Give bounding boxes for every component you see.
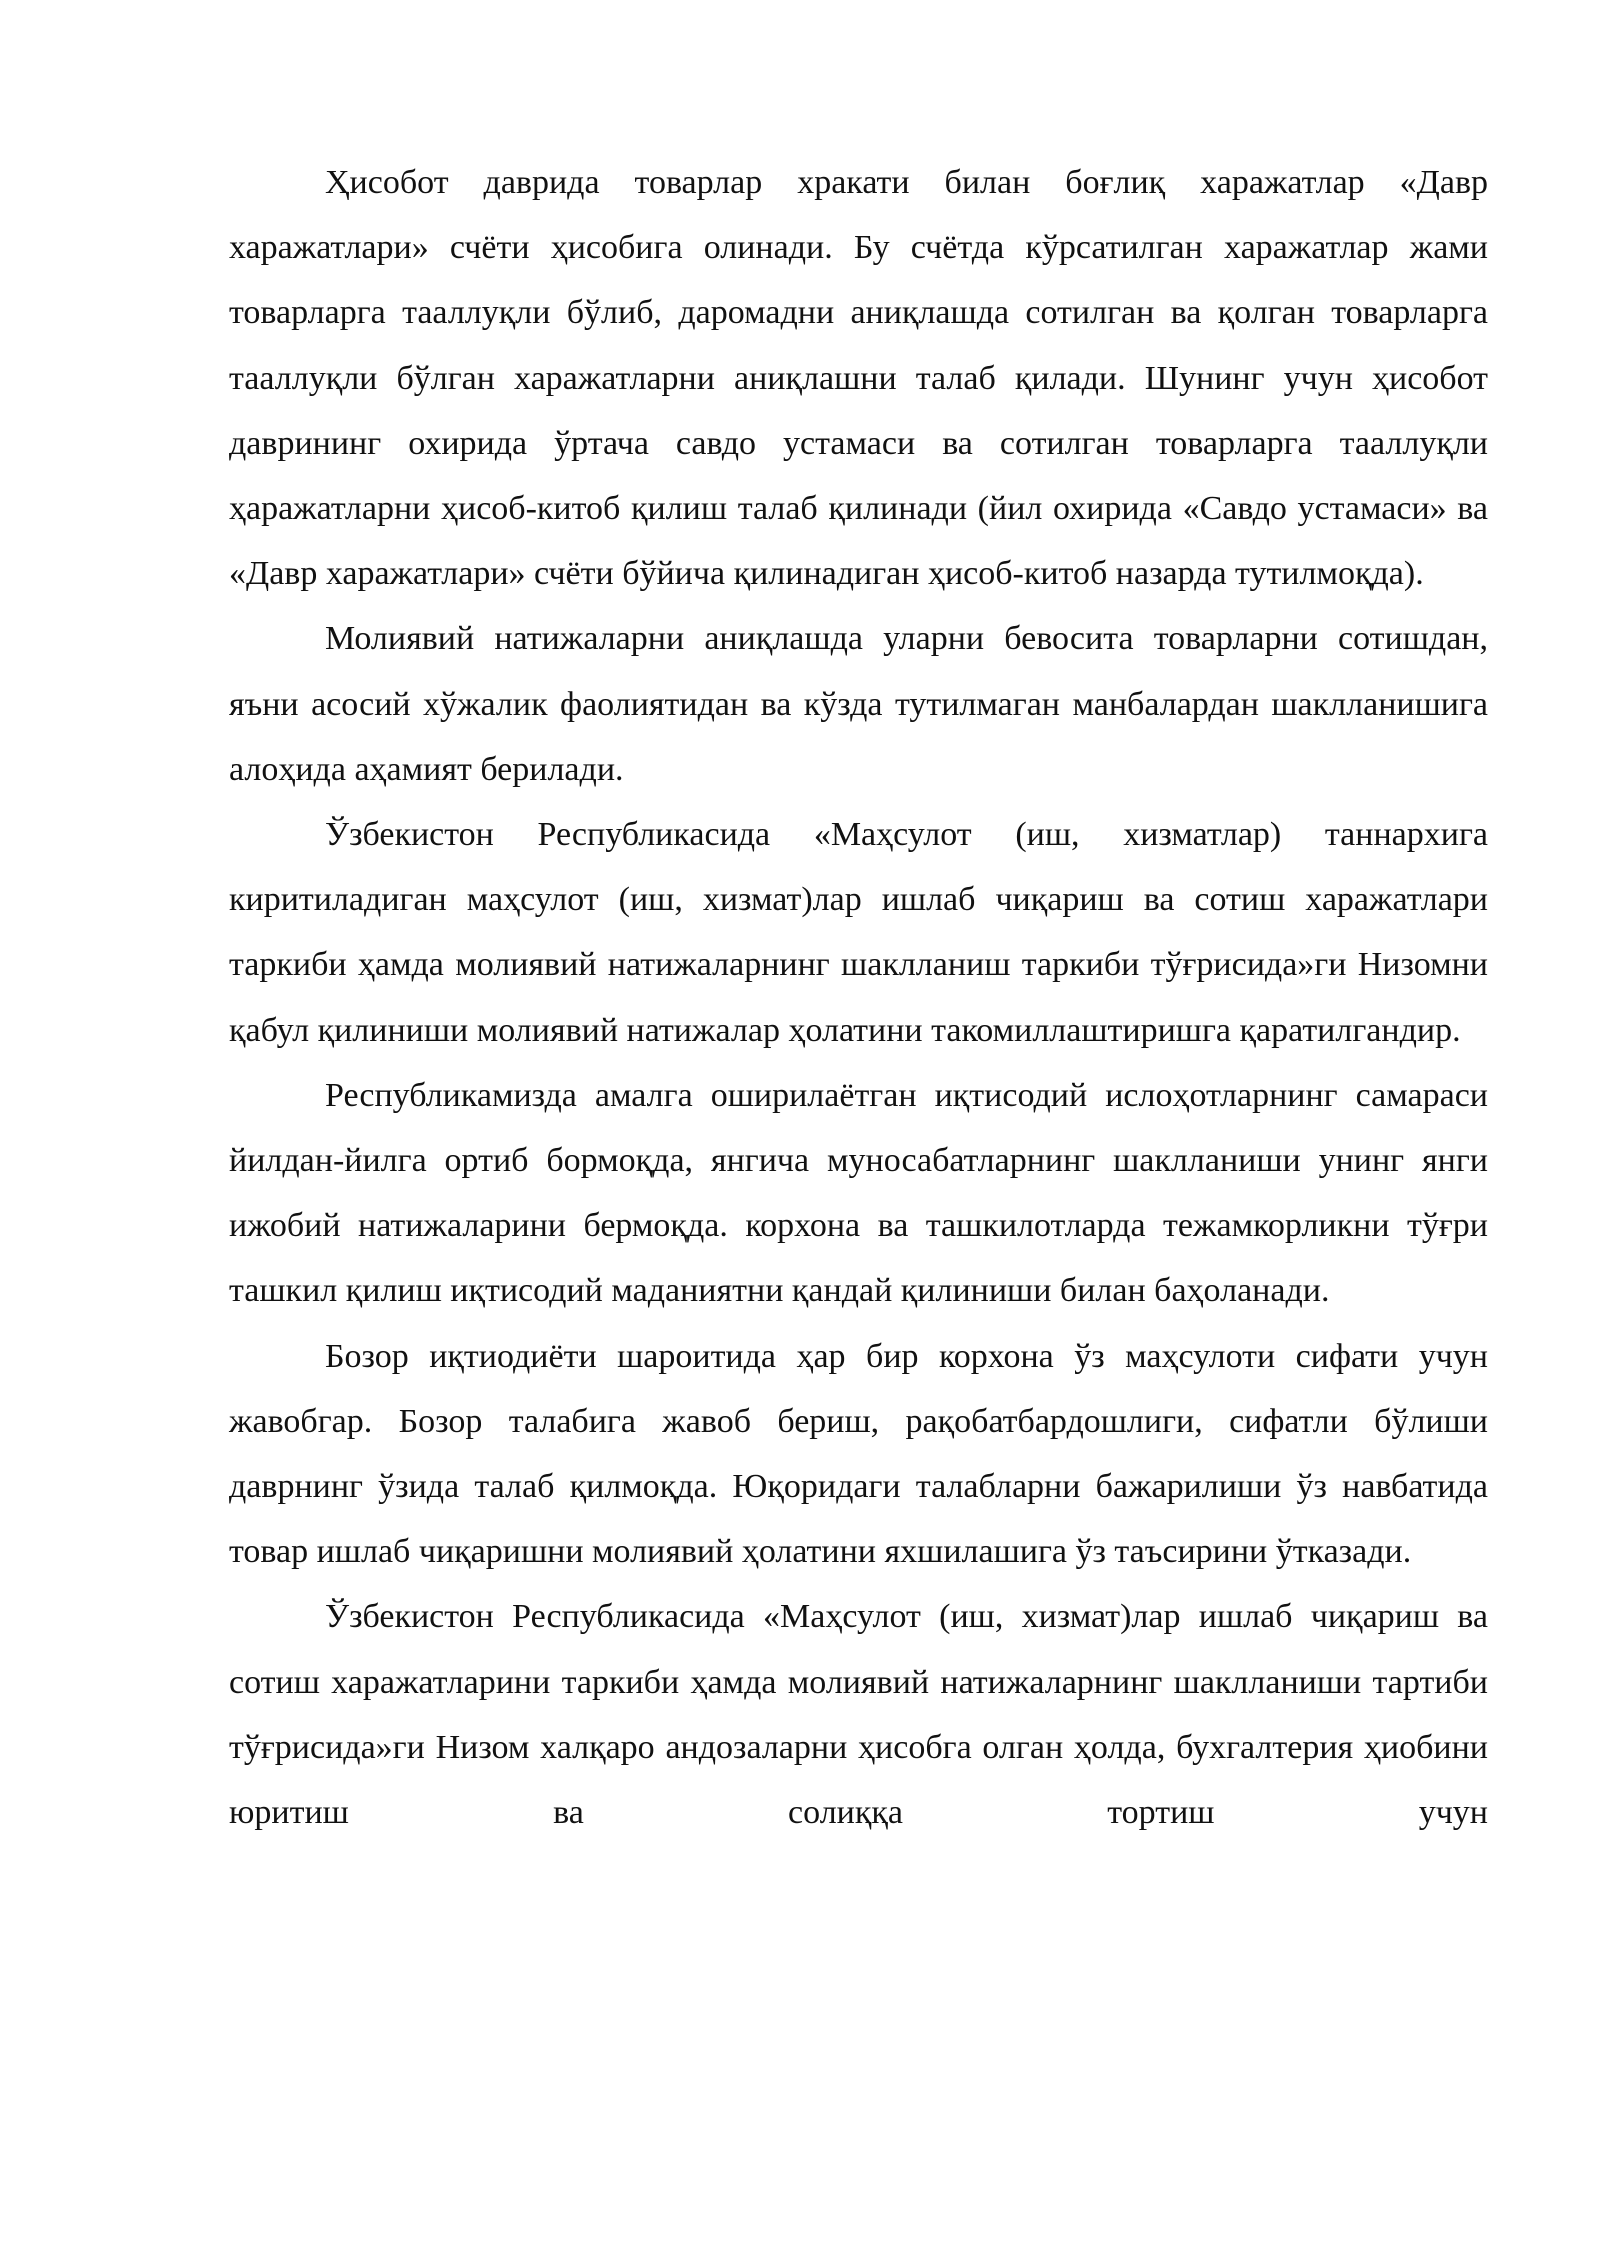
paragraph-2: Молиявий натижаларни аниқлашда уларни бевосита товарларни сотишдан, яъни асосий хўжалик фаолиятидан ва кўзда тутилмаган манбалардан шаклланишига алоҳида аҳамият берилади. <box>229 620 1488 788</box>
paragraph-6: Ўзбекистон Республикасида «Маҳсулот (иш, хизмат)лар ишлаб чиқариш ва сотиш харажатларини таркиби ҳамда молиявий натижаларнинг шаклланиши тартиби тўғрисида»ги Низом халқаро андозаларни ҳисобга олган ҳолда, бухгалтерия ҳиобини юритиш ва солиққа тортиш учун <box>229 1598 1488 1832</box>
paragraph-3: Ўзбекистон Республикасида «Маҳсулот (иш, хизматлар) таннархига киритиладиган маҳсулот (иш, хизмат)лар ишлаб чиқариш ва сотиш харажатлари таркиби ҳамда молиявий натижаларнинг шаклланиш таркиби тўғрисида»ги Низомни қабул қилиниши молиявий натижалар ҳолатини такомиллаштиришга қаратилгандир. <box>229 816 1488 1049</box>
paragraph-5: Бозор иқтиодиёти шароитида ҳар бир корхона ўз маҳсулоти сифати учун жавобгар. Бозор талабига жавоб бериш, рақобатбардошлиги, сифатли бўлиши даврнинг ўзида талаб қилмоқда. Юқоридаги талабларни бажарилиши ўз навбатида товар ишлаб чиқаришни молиявий ҳолатини яхшилашига ўз таъсирини ўтказади. <box>229 1337 1488 1571</box>
document-body <box>229 150 1488 1845</box>
paragraph-1: Ҳисобот даврида товарлар хракати билан боғлиқ харажатлар «Давр харажатлари» счёти ҳисобига олинади. Бу счётда кўрсатилган харажатлар жами товарларга тааллуқли бўлиб, даромадни аниқлашда сотилган ва қолган товарларга тааллуқли бўлган харажатларни аниқлашни талаб қилади. Шунинг учун ҳисобот даврининг охирида ўртача савдо устамаси ва сотилган товарларга тааллуқли ҳаражатларни ҳисоб-китоб қилиш талаб қилинади (йил охирида «Савдо устамаси» ва «Давр харажатлари» счёти бўйича қилинадиган ҳисоб-китоб назарда тутилмоқда). <box>229 164 1488 593</box>
paragraph-4: Республикамизда амалга оширилаётган иқтисодий ислоҳотларнинг самараси йилдан-йилга ортиб бормоқда, янгича муносабатларнинг шаклланиши унинг янги ижобий натижаларини бермоқда. корхона ва ташкилотларда тежамкорликни тўғри ташкил қилиш иқтисодий маданиятни қандай қилиниши билан баҳоланади. <box>229 1076 1488 1310</box>
